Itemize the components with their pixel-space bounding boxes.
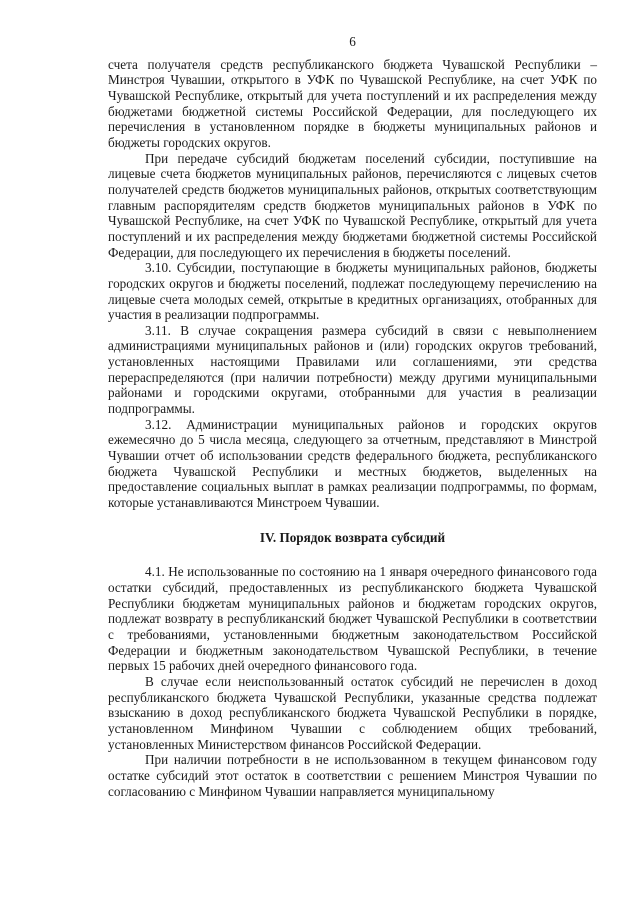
page-number: 6 (349, 34, 356, 49)
section-heading: IV. Порядок возврата субсидий (259, 529, 446, 545)
paragraph-continuation: счета получателя средств республиканского бюджета Чувашской Республики – Минстроя Чувашии, открытого в УФК по Чувашской Республике, на счет УФК по Чувашской Республике, открытый для учета поступлений и их распределения между бюджетами бюджетной системы Российской Федерации, для последующего их перечисления в установленном порядке в бюджеты муниципальных районов и бюджеты городских округов. (108, 56, 597, 150)
paragraph-3-10: 3.10. Субсидии, поступающие в бюджеты муниципальных районов, бюджеты городских округов и бюджеты поселений, подлежат последующему перечислению на лицевые счета молодых семей, открытые в кредитных организациях, отобранных для участия в реализации подпрограммы. (108, 260, 597, 323)
paragraph-remaining-need: При наличии потребности в не использованном в текущем финансовом году остатке субсидий этот остаток в соответствии с решением Минстроя Чувашии по согласованию с Минфином Чувашии направляется муниципальному (108, 752, 597, 799)
paragraph-unreturned-balance: В случае если неиспользованный остаток субсидий не перечислен в доход республиканского бюджета Чувашской Республики, указанные средства подлежат взысканию в доход республиканского бюджета Чувашской Республики в порядке, установленном Минфином Чувашии с соблюдением общих требований, установленных Министерством финансов Российской Федерации. (108, 673, 597, 752)
paragraph-4-1: 4.1. Не использованные по состоянию на 1 января очередного финансового года остатки субсидий, предоставленных из республиканского бюджета Чувашской Республики бюджетам муниципальных районов и бюджетам городских округов, подлежат возврату в республиканский бюджет Чувашской Республики в соответствии с требованиями, установленными бюджетным законодательством Российской Федерации и бюджетным законодательством Чувашской Республики, в течение первых 15 рабочих дней очередного финансового года. (108, 564, 597, 674)
paragraph-3-12: 3.12. Администрации муниципальных районов и городских округов ежемесячно до 5 числа месяца, следующего за отчетным, представляют в Минстрой Чувашии отчет об использовании средств федерального бюджета, республиканского бюджета Чувашской Республики и местных бюджетов, выделенных на предоставление социальных выплат в рамках реализации подпрограммы, по формам, которые устанавливаются Минстроем Чувашии. (108, 416, 597, 511)
document-page (108, 34, 597, 799)
paragraph-settlements-transfer: При передаче субсидий бюджетам поселений субсидии, поступившие на лицевые счета бюджетов муниципальных районов, перечисляются с лицевых счетов получателей средств бюджетов муниципальных районов, открытых соответствующим главным распорядителям средств бюджетов муниципальных районов в УФК по Чувашской Республике, на счет УФК по Чувашской Республике, открытый для учета поступлений и их распределения между бюджетами бюджетной системы Российской Федерации, для последующего их перечисления в бюджеты поселений. (108, 150, 597, 260)
paragraph-3-11: 3.11. В случае сокращения размера субсидий в связи с невыполнением администрациями муниципальных районов и (или) городских округов требований, установленных настоящими Правилами или соглашениями, эти средства перераспределяются (при наличии потребности) между другими муниципальными районами и городскими округами, отобранными для участия в реализации подпрограммы. (108, 322, 597, 417)
